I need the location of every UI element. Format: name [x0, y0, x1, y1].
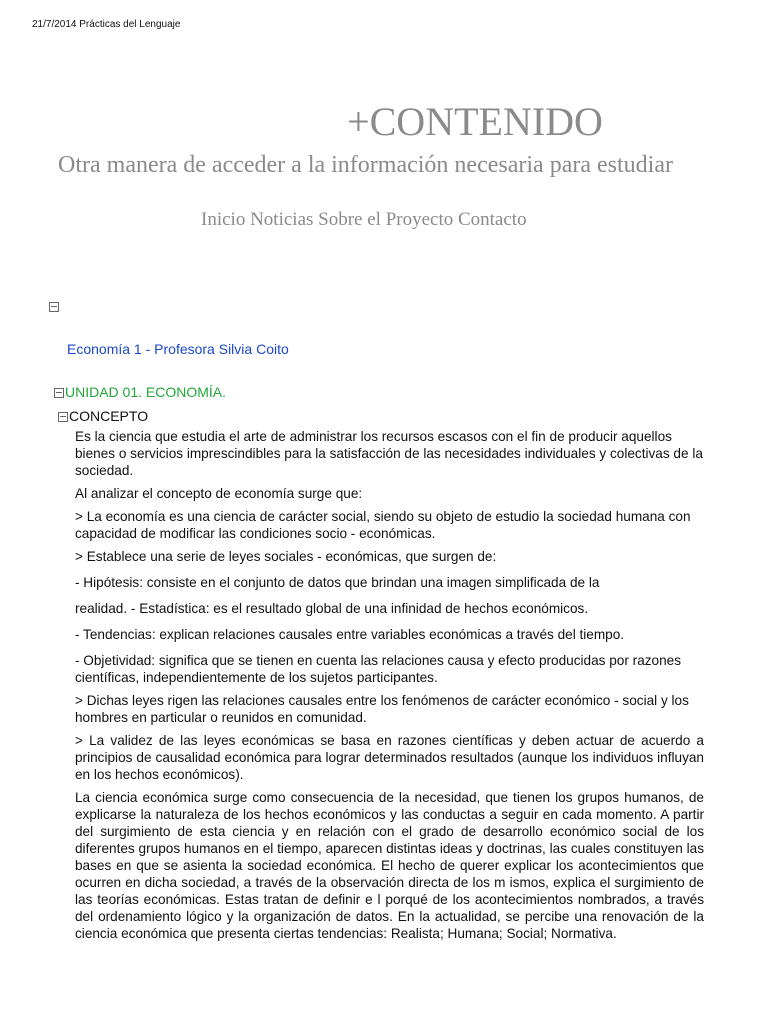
paragraph: realidad. - Estadística: es el resultado global de una infinidad de hechos económicos. [75, 601, 589, 616]
nav-inicio[interactable]: Inicio [201, 209, 246, 230]
course-link[interactable]: Economía 1 - Profesora Silvia Coito [67, 341, 289, 357]
paragraph: - Objetividad: significa que se tienen en cuenta las relaciones causa y efecto producidas por razones científicas, independientemente de los sujetos participantes. [75, 653, 682, 685]
concept-collapse-icon[interactable] [58, 412, 68, 422]
paragraph: > Dichas leyes rigen las relaciones causales entre los fenómenos de carácter económico - social y los hombres en particular o reunidos en comunidad. [75, 693, 689, 725]
nav-contacto[interactable]: Contacto [457, 209, 527, 230]
paragraph: > Establece una serie de leyes sociales - económicas, que surgen de: [75, 549, 497, 564]
unit-heading [54, 384, 226, 400]
paragraph: - Hipótesis: consiste en el conjunto de datos que brindan una imagen simplificada de la [75, 575, 600, 590]
site-title: +CONTENIDO [347, 99, 603, 144]
content-body [75, 428, 704, 948]
nav-sobre-el-proyecto[interactable]: Sobre el Proyecto [318, 209, 454, 230]
paragraph: > La validez de las leyes económicas se basa en razones científicas y deben actuar de acuerdo a principios de causalidad económica para lograr determinados resultados (aunque los individuos influyan en los hechos económicos). [75, 733, 704, 782]
paragraph: Es la ciencia que estudia el arte de administrar los recursos escasos con el fin de producir aquellos bienes o servicios imprescindibles para la satisfacción de las necesidades individuales y colectivas de la sociedad. [75, 429, 703, 478]
site-subtitle: Otra manera de acceder a la información necesaria para estudiar [58, 152, 673, 178]
unit-collapse-icon[interactable] [54, 388, 64, 398]
unit-heading-label: UNIDAD 01. ECONOMÍA. [65, 384, 227, 400]
paragraph: - Tendencias: explican relaciones causales entre variables económicas a través del tiempo. [75, 627, 625, 642]
collapse-toggle-icon[interactable] [49, 302, 59, 312]
paragraph: Al analizar el concepto de economía surge que: [75, 486, 363, 501]
paragraph: La ciencia económica surge como consecuencia de la necesidad, que tienen los grupos humanos, de explicarse la naturaleza de los hechos económicos y las conductas a seguir en cada momento. A partir del surgimiento de esta ciencia y en relación con el grado de desarrollo económico social de los diferentes grupos humanos en el tiempo, aparecen distintas ideas y doctrinas, las cuales constituyen las bases en que se asienta la sociedad económica. El hecho de querer explicar los acontecimientos que ocurren en dicha sociedad, a través de la observación directa de los m ismos, explica el surgimiento de las teorías económicas. Estas tratan de definir e l porqué de los acontecimientos nombrados, a través del ordenamiento lógico y la organización de datos. En la actualidad, se percibe una renovación de la ciencia económica que presenta ciertas tendencias: Realista; Humana; Social; Normativa. [75, 790, 704, 941]
site-nav [201, 209, 527, 231]
concept-heading-label: CONCEPTO [69, 408, 149, 424]
concept-heading [58, 408, 148, 424]
paragraph: > La economía es una ciencia de carácter social, siendo su objeto de estudio la sociedad humana con capacidad de modificar las condiciones socio - económicas. [75, 509, 691, 541]
print-header: 21/7/2014 Prácticas del Lenguaje [32, 19, 181, 30]
nav-noticias[interactable]: Noticias [250, 209, 314, 230]
